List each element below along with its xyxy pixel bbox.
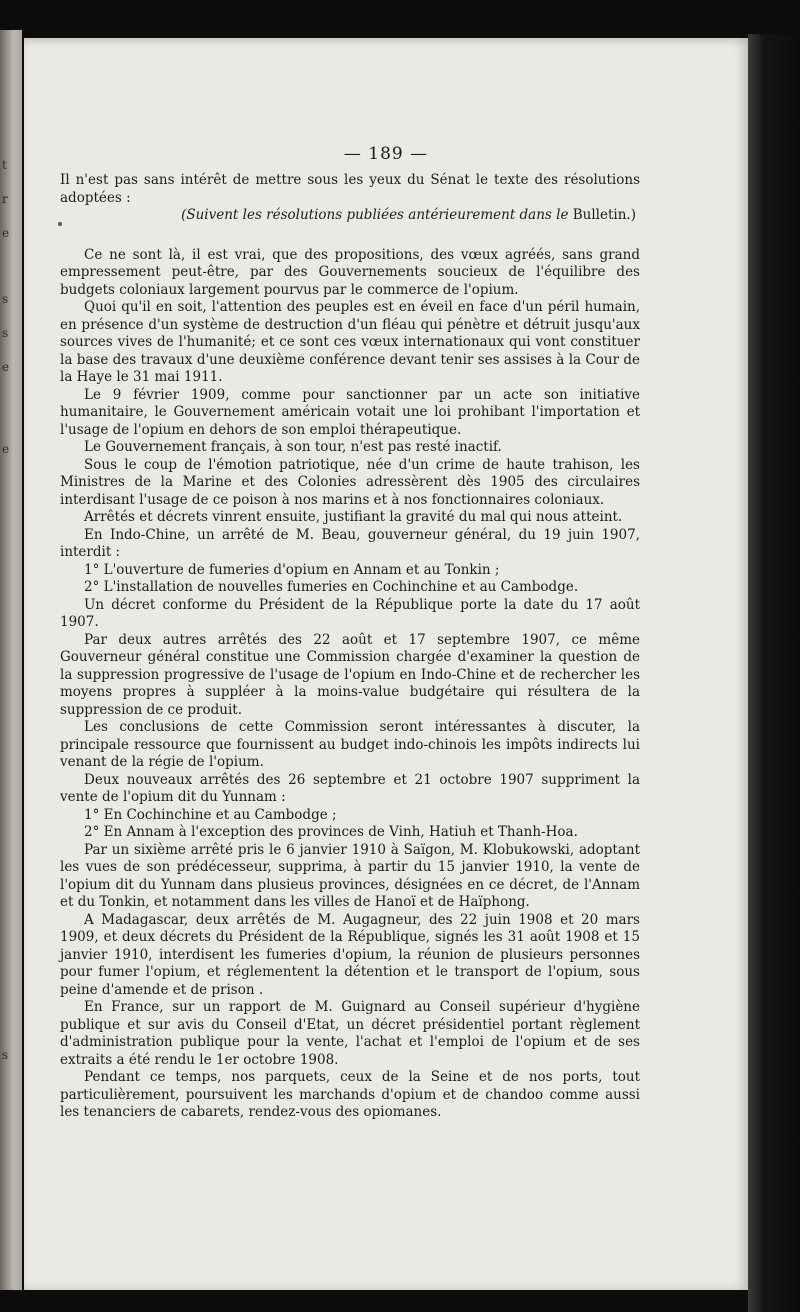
paragraph: Par deux autres arrêtés des 22 août et 17 septembre 1907, ce même Gouverneur général constitue une Commission chargée d'examiner la question de la suppression progressive de l'usage de l'opium en Indo-Chine et de rechercher les moyens propres à suppléer à la moins-value budgétaire qui résultera de la suppression de ce produit. xyxy=(60,631,640,718)
left-page-edge xyxy=(0,30,22,1290)
paragraph: Quoi qu'il en soit, l'attention des peuples est en éveil en face d'un péril humain, en présence d'un système de destruction d'un fléau qui pénètre et détruit jusqu'aux sources vives de l'humanité; et ce sont ces vœux internationaux qui vont constituer la base des travaux d'une deuxième conférence devant tenir ses assises à la Cour de la Haye le 31 mai 1911. xyxy=(60,299,640,385)
edge-fragment: e xyxy=(2,442,10,456)
paragraph: En France, sur un rapport de M. Guignard au Conseil supérieur d'hygiène publique et sur avis du Conseil d'Etat, un décret présidentiel portant règlement d'administration publique pour la vente, l'achat et l'emploi de l'opium et de ses extraits a été rendu le 1er octobre 1908. xyxy=(60,999,640,1068)
paragraph: Pendant ce temps, nos parquets, ceux de la Seine et de nos ports, tout particulièrement, poursuivent les marchands d'opium et de chandoo comme aussi les tenanciers de cabarets, rendez-vous des opiomanes. xyxy=(60,1069,640,1120)
edge-fragment: t xyxy=(2,158,7,172)
paragraph: Deux nouveaux arrêtés des 26 septembre et 21 octobre 1907 suppriment la vente de l'opium dit du Yunnam : xyxy=(60,771,640,805)
paragraph: Le Gouvernement français, à son tour, n'est pas resté inactif. xyxy=(84,439,502,455)
italic-note-upright: Bulletin.) xyxy=(572,207,636,223)
edge-fragment: e xyxy=(2,226,10,240)
edge-fragment: e xyxy=(2,360,10,374)
paragraph: Les conclusions de cette Commission seront intéressantes à discuter, la principale ressource que fournissent au budget indo-chinois les impôts indirects lui venant de la régie de l'opium. xyxy=(60,719,640,770)
italic-note-text: (Suivent les résolutions publiées antérieurement dans le xyxy=(181,207,569,223)
paragraph: Sous le coup de l'émotion patriotique, née d'un crime de haute trahison, les Ministres de la Marine et des Colonies adressèrent dès 1905 des circulaires interdisant l'usage de ce poison à nos marins et à nos fonctionnaires coloniaux. xyxy=(60,456,640,508)
italic-note xyxy=(60,207,640,225)
page-number: — 189 — xyxy=(343,144,429,164)
paragraph: Arrêtés et décrets vinrent ensuite, justifiant la gravité du mal qui nous atteint. xyxy=(84,509,623,525)
edge-fragment: s xyxy=(2,1048,9,1062)
edge-fragment: r xyxy=(2,192,8,206)
list-item: 2° En Annam à l'exception des provinces de Vinh, Hatiuh et Thanh-Hoa. xyxy=(84,824,578,840)
paragraph: Le 9 février 1909, comme pour sanctionner par un acte son initiative humanitaire, le Gouvernement américain votait une loi prohibant l'importation et l'usage de l'opium en dehors de son emploi thérapeutique. xyxy=(60,386,640,438)
document-page xyxy=(24,38,748,1290)
body-text xyxy=(60,172,640,1122)
paragraph: En Indo-Chine, un arrêté de M. Beau, gouverneur général, du 19 juin 1907, interdit : xyxy=(60,526,640,560)
paragraph: Par un sixième arrêté pris le 6 janvier 1910 à Saïgon, M. Klobukowski, adoptant les vues de son prédécesseur, supprima, à partir du 15 janvier 1910, la vente de l'opium dit du Yunnam dans plusieus provinces, désignées en ce décret, de l'Annam et du Tonkin, et notamment dans les villes de Hanoï et de Haïphong. xyxy=(60,841,640,910)
paragraph: Il n'est pas sans intérêt de mettre sous les yeux du Sénat le texte des résolutions adoptées : xyxy=(60,172,640,206)
paragraph: A Madagascar, deux arrêtés de M. Augagneur, des 22 juin 1908 et 20 mars 1909, et deux décrets du Président de la République, signés les 31 août 1908 et 15 janvier 1910, interdisent les fumeries d'opium, la réunion de plusieurs personnes pour fumer l'opium, et réglementent la détention et le transport de l'opium, sous peine d'amende et de prison . xyxy=(60,911,640,998)
list-item: 1° L'ouverture de fumeries d'opium en Annam et au Tonkin ; xyxy=(84,561,500,578)
page-shadow xyxy=(748,34,800,1312)
list-item: 2° L'installation de nouvelles fumeries en Cochinchine et au Cambodge. xyxy=(84,579,579,595)
paragraph: Ce ne sont là, il est vrai, que des propositions, des vœux agréés, sans grand empressement peut-être, par des Gouvernements soucieux de l'équilibre des budgets coloniaux largement pourvus par le commerce de l'opium. xyxy=(60,246,640,298)
paragraph: Un décret conforme du Président de la République porte la date du 17 août 1907. xyxy=(60,596,640,630)
list-item: 1° En Cochinchine et au Cambodge ; xyxy=(84,806,337,823)
edge-fragment: s xyxy=(2,292,9,306)
edge-fragment: s xyxy=(2,326,9,340)
